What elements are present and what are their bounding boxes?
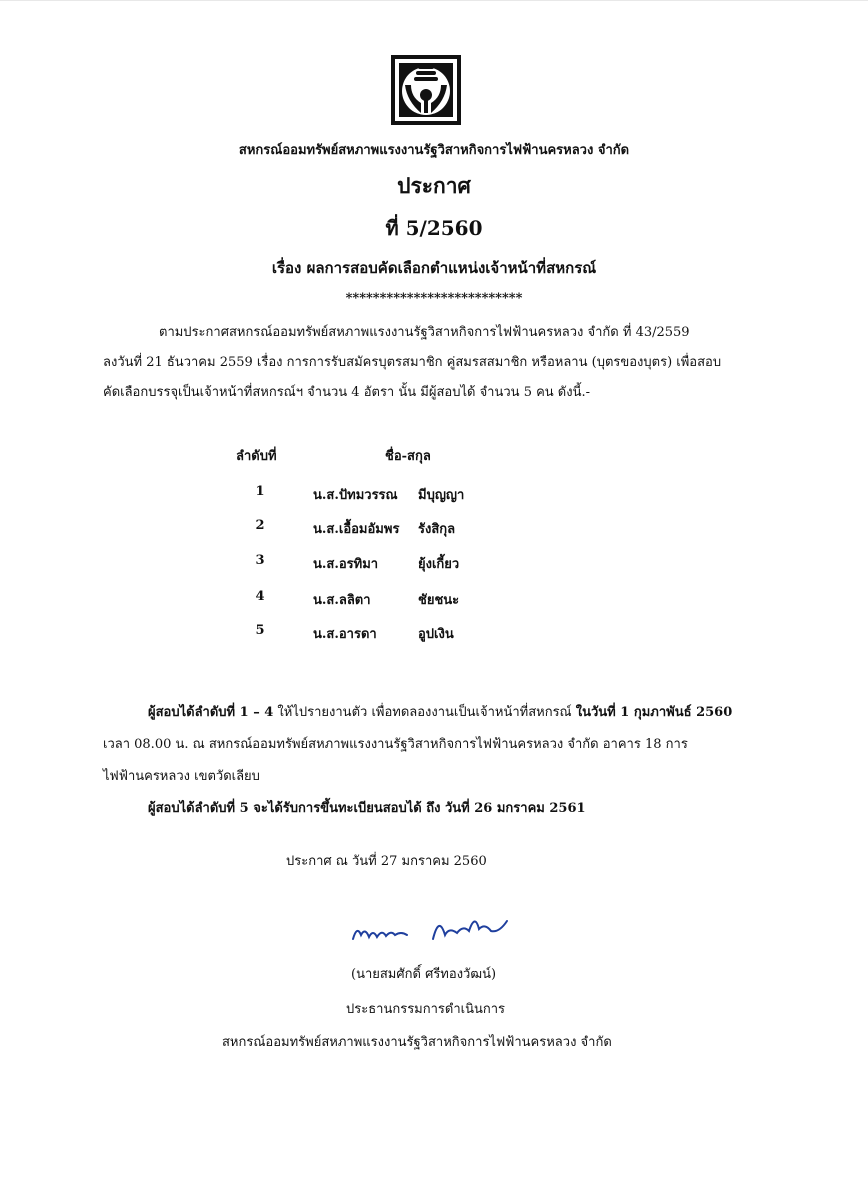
row-3-first-name: น.ส.อรทิมา xyxy=(313,557,379,572)
handwritten-signature xyxy=(349,905,519,950)
organization-header: สหกรณ์ออมทรัพย์สหภาพแรงงานรัฐวิสาหกิจการไฟฟ้านครหลวง จำกัด xyxy=(238,143,630,158)
row-5-first-name: น.ส.อารดา xyxy=(313,627,377,642)
intro-paragraph xyxy=(103,318,747,408)
page-edge xyxy=(0,0,868,1)
announcement-date: ประกาศ ณ วันที่ 27 มกราคม 2560 xyxy=(286,854,487,869)
intro-line-1: ตามประกาศสหกรณ์ออมทรัพย์สหภาพแรงงานรัฐวิสาหกิจการไฟฟ้านครหลวง จำกัด ที่ 43/2559 xyxy=(159,325,690,340)
announcement-subject: เรื่อง ผลการสอบคัดเลือกตำแหน่งเจ้าหน้าที่สหกรณ์ xyxy=(271,259,597,277)
row-2-last-name: รังสิกุล xyxy=(418,522,456,537)
notice-line-3: ไฟฟ้านครหลวง เขตวัดเลียบ xyxy=(103,769,260,784)
notice-line-4: ผู้สอบได้ลำดับที่ 5 จะได้รับการขึ้นทะเบียนสอบได้ ถึง วันที่ 26 มกราคม 2561 xyxy=(148,801,586,816)
cooperative-logo xyxy=(391,55,461,125)
row-3-number: 3 xyxy=(255,553,265,568)
row-2-number: 2 xyxy=(255,518,265,533)
row-4-first-name: น.ส.ลลิตา xyxy=(313,593,371,608)
column-order-header: ลำดับที่ xyxy=(236,449,277,464)
notice-line-1: ผู้สอบได้ลำดับที่ 1 – 4 ให้ไปรายงานตัว เพื่อทดลองงานเป็นเจ้าหน้าที่สหกรณ์ ในวันที่ 1 กุมภาพันธ์ 2560 xyxy=(148,705,733,720)
announcement-number: ที่ 5/2560 xyxy=(385,216,483,240)
row-1-first-name: น.ส.ปัทมวรรณ xyxy=(313,488,398,503)
row-5-number: 5 xyxy=(255,623,265,638)
row-1-last-name: มีบุญญา xyxy=(418,488,465,503)
row-2-first-name: น.ส.เอื้อมอัมพร xyxy=(313,522,400,537)
announcement-title: ประกาศ xyxy=(397,173,471,198)
intro-line-3: คัดเลือกบรรจุเป็นเจ้าหน้าที่สหกรณ์ฯ จำนวน 4 อัตรา นั้น มีผู้สอบได้ จำนวน 5 คน ดังนี้.- xyxy=(103,385,591,400)
signatory-position: ประธานกรรมการดำเนินการ xyxy=(346,1002,506,1017)
row-3-last-name: ยุ้งเกี้ยว xyxy=(418,557,460,572)
column-name-header: ชื่อ-สกุล xyxy=(385,449,431,464)
notice-line-2: เวลา 08.00 น. ณ สหกรณ์ออมทรัพย์สหภาพแรงงานรัฐวิสาหกิจการไฟฟ้านครหลวง จำกัด อาคาร 18 การ xyxy=(103,737,688,752)
row-1-number: 1 xyxy=(255,484,265,499)
row-4-number: 4 xyxy=(255,589,265,604)
signatory-organization: สหกรณ์ออมทรัพย์สหภาพแรงงานรัฐวิสาหกิจการไฟฟ้านครหลวง จำกัด xyxy=(222,1035,612,1050)
intro-line-2: ลงวันที่ 21 ธันวาคม 2559 เรื่อง การการรับสมัครบุตรสมาชิก คู่สมรสสมาชิก หรือหลาน (บุตรของบุตร) เพื่อสอบ xyxy=(103,355,722,370)
signatory-name: (นายสมศักดิ์ ศรีทองวัฒน์) xyxy=(351,967,497,982)
divider-stars: ************************** xyxy=(345,291,523,306)
row-4-last-name: ชัยชนะ xyxy=(418,593,460,608)
notice-paragraph xyxy=(103,697,753,825)
row-5-last-name: อูปเงิน xyxy=(418,627,454,642)
